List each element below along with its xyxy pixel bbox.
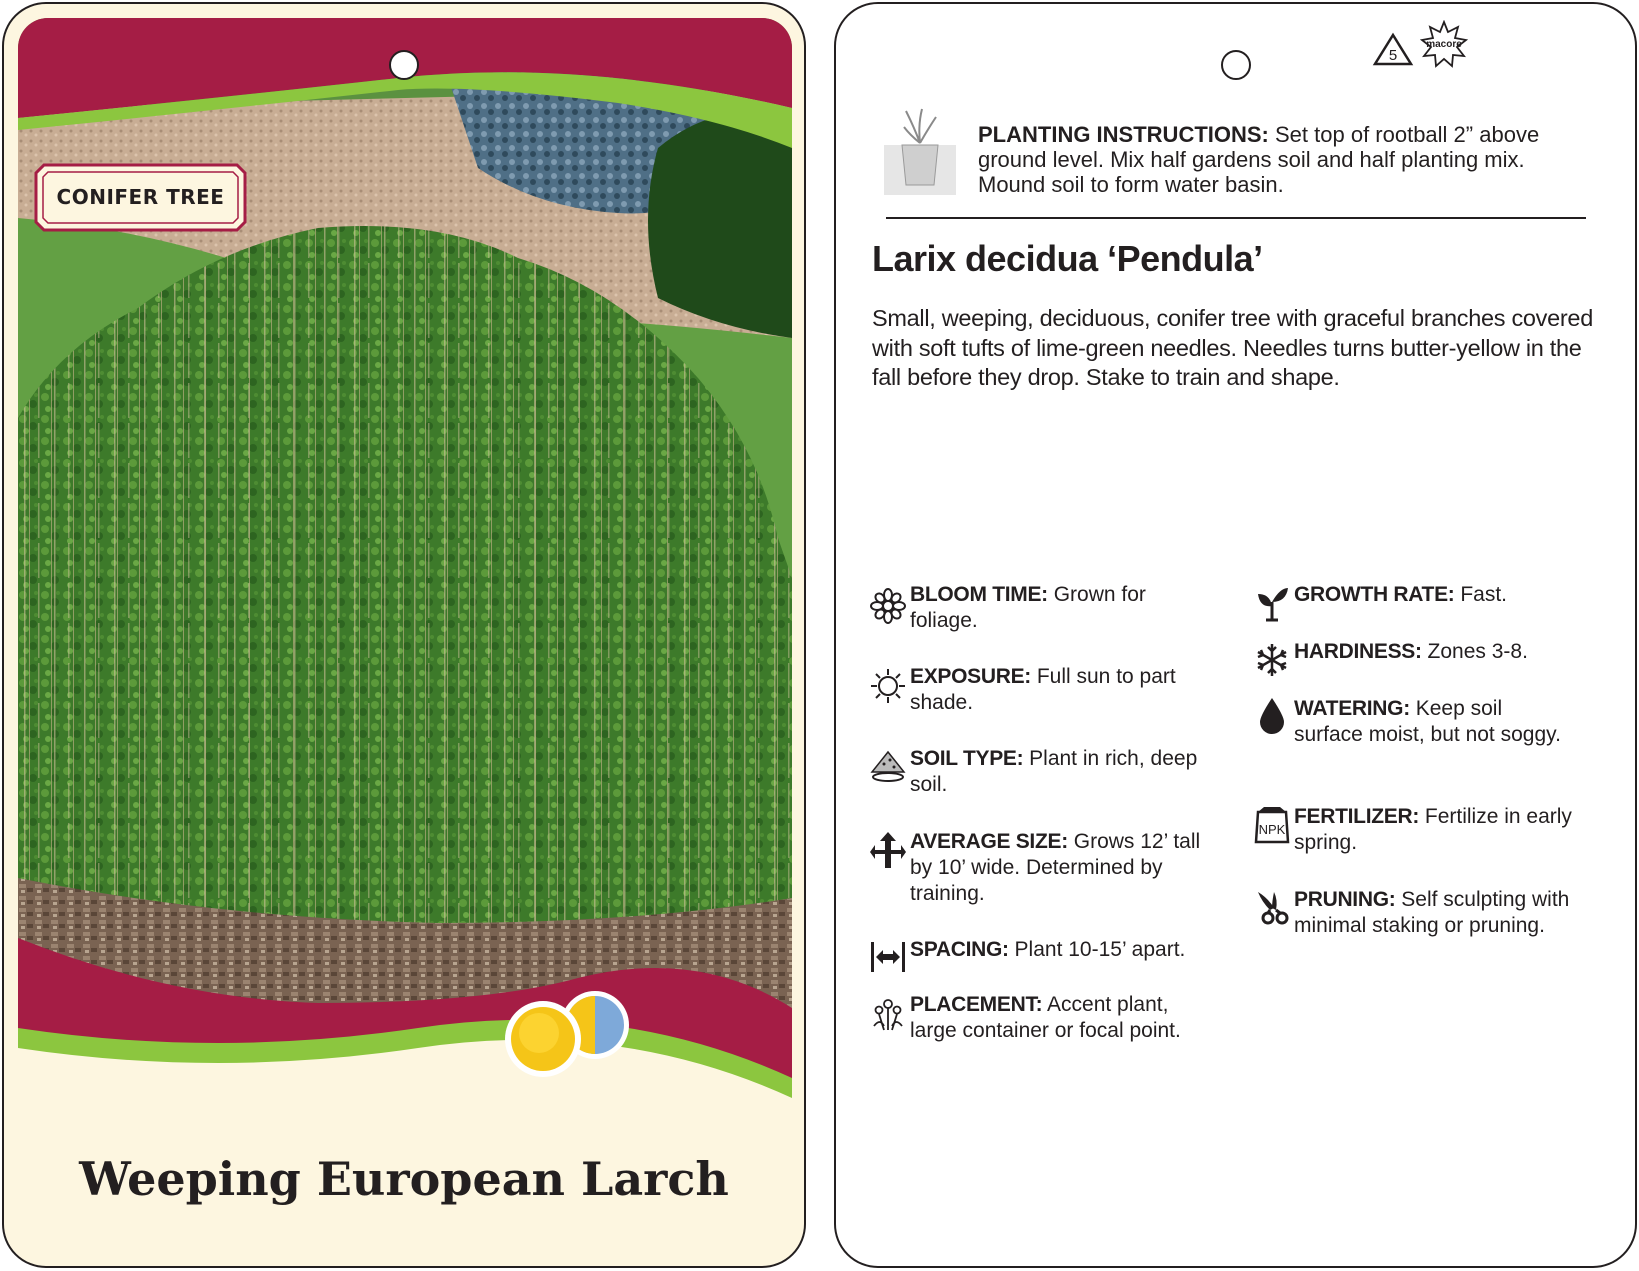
- plant-description: Small, weeping, deciduous, conifer tree with graceful branches covered with soft tufts of lime-green needles. Needles turns butter-yellow in the fall before they drop. Stake to train and shape.: [872, 305, 1593, 390]
- attribute-watering: WATERING: Keep soil surface moist, but not soggy.: [1294, 697, 1561, 746]
- hang-hole: [1221, 50, 1251, 80]
- divider: [886, 217, 1586, 219]
- attribute-spacing: SPACING: Plant 10-15’ apart.: [910, 938, 1186, 961]
- snowflake-icon: [1254, 642, 1290, 680]
- npk-fertilizer-icon: [1254, 806, 1290, 844]
- planting-label: PLANTING INSTRUCTIONS:: [978, 122, 1269, 147]
- flower-icon: [870, 588, 906, 626]
- attribute-average-size: AVERAGE SIZE: Grows 12’ tall by 10’ wide. Determined by training.: [910, 830, 1201, 905]
- front-tag: [2, 2, 806, 1268]
- brand-name: macore: [1426, 39, 1462, 50]
- attribute-hardiness: HARDINESS: Zones 3-8.: [1294, 640, 1528, 663]
- common-name: Weeping European Larch: [79, 1152, 729, 1206]
- spacing-arrows-icon: [870, 940, 906, 978]
- placement-flowers-icon: [870, 996, 906, 1034]
- attribute-pruning: PRUNING: Self sculpting with minimal staking or pruning.: [1294, 888, 1570, 937]
- back-tag: [834, 2, 1637, 1268]
- attribute-exposure: EXPOSURE: Full sun to part shade.: [910, 665, 1176, 714]
- attribute-soil-type: SOIL TYPE: Plant in rich, deep soil.: [910, 747, 1198, 796]
- attribute-fertilizer: FERTILIZER: Fertilize in early spring.: [1294, 805, 1572, 854]
- attribute-placement: PLACEMENT: Accent plant, large container or focal point.: [910, 993, 1181, 1042]
- exposure-icons: [501, 987, 636, 1079]
- soil-icon: [870, 748, 906, 786]
- recycle-icon: [1371, 32, 1415, 68]
- water-drop-icon: [1256, 696, 1292, 734]
- category-label: CONIFER TREE: [56, 185, 225, 209]
- recycle-number: 5: [1388, 47, 1398, 64]
- attribute-bloom-time: BLOOM TIME: Grown for foliage.: [910, 583, 1146, 632]
- svg-text:NPK: NPK: [1258, 822, 1286, 837]
- category-badge: [34, 161, 247, 234]
- pruning-shears-icon: [1254, 888, 1290, 926]
- potted-plant-icon: [884, 107, 956, 197]
- botanical-name: Larix decidua ‘Pendula’: [872, 238, 1263, 279]
- sun-icon: [870, 668, 906, 706]
- sprout-icon: [1254, 584, 1290, 622]
- hang-hole: [389, 50, 419, 80]
- size-arrows-icon: [870, 830, 906, 868]
- full-sun-icon: [505, 1001, 581, 1077]
- planting-instructions: [978, 122, 1598, 197]
- planting-text: Set top of rootball 2” above ground level. Mix half gardens soil and half planting mix. Mound soil to form water basin.: [978, 122, 1540, 197]
- brand-logo: [1419, 20, 1469, 68]
- attribute-growth-rate: GROWTH RATE: Fast.: [1294, 583, 1507, 606]
